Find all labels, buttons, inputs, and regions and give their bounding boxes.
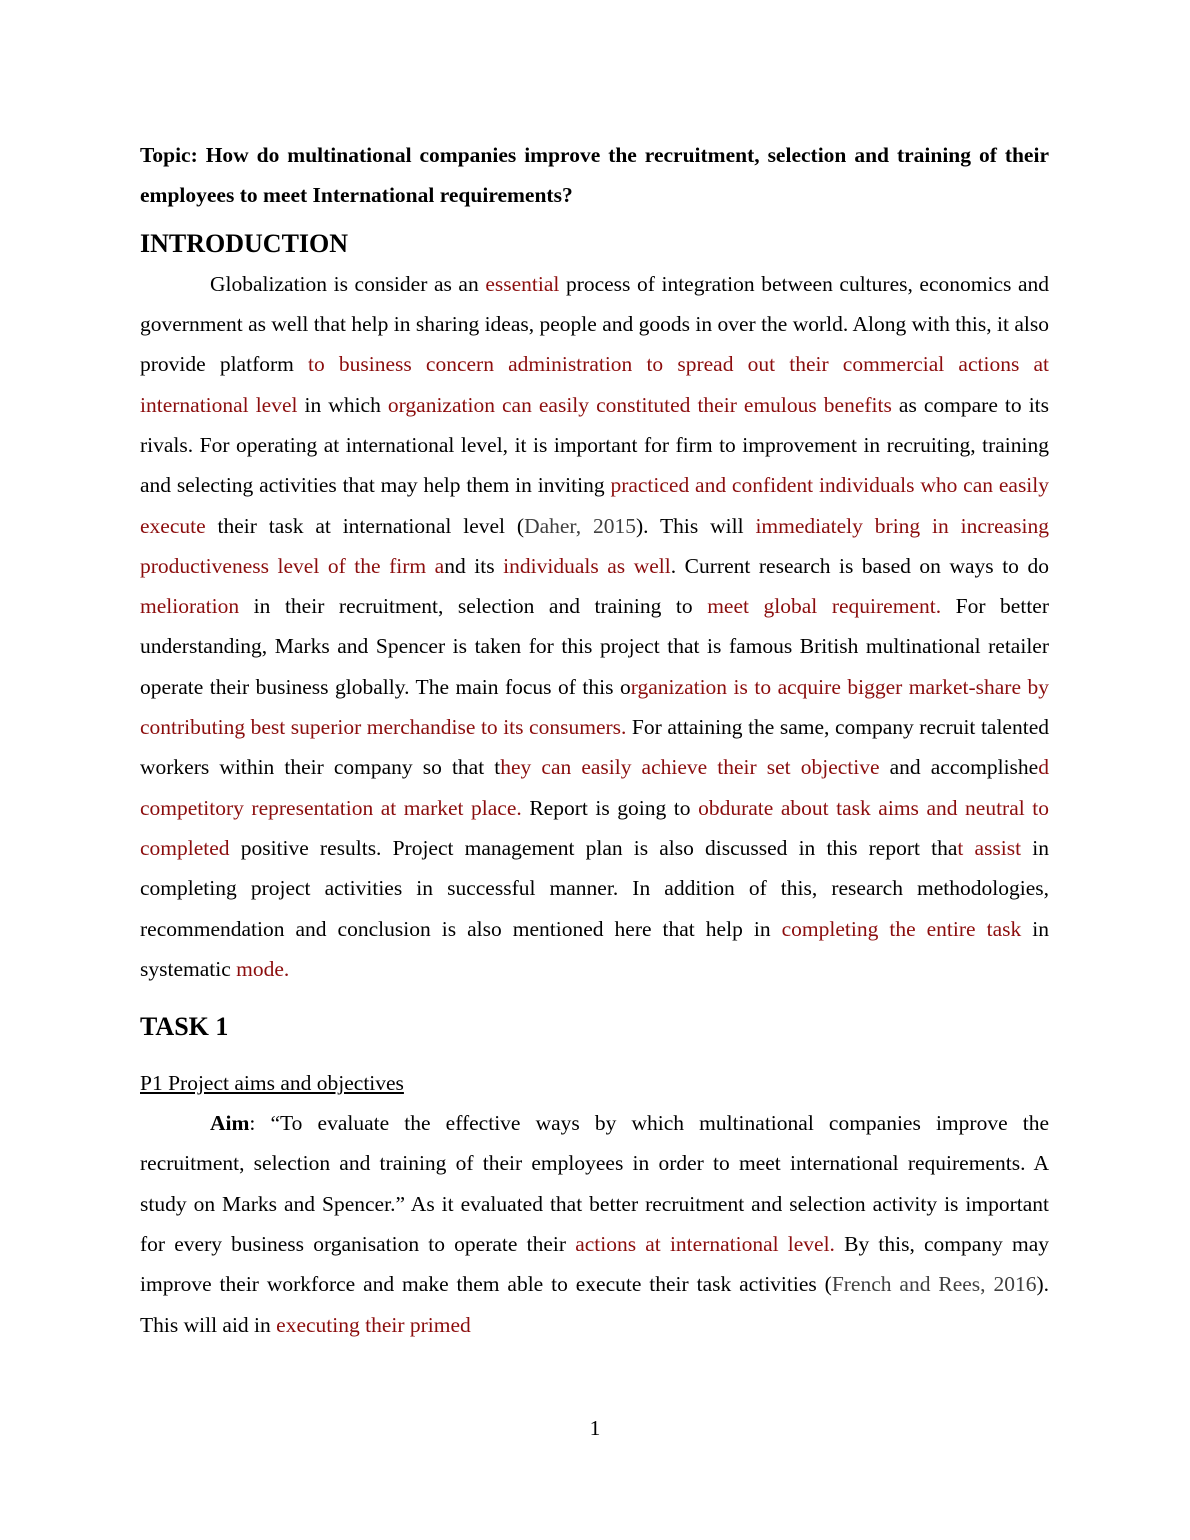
document-page [140, 135, 1049, 1345]
text-run: Globalization is consider as an [210, 271, 486, 296]
highlighted-text: immediately bring in increasing productiveness level of the firm a [140, 513, 1049, 578]
text-run: process of integration between cultures, economics and government as well that help in sharing ideas, people and goods in over the world. Along with this, it also provide platform [140, 271, 1049, 377]
citation: French and Rees, 2016 [831, 1272, 1037, 1297]
citation: Daher, 2015 [524, 513, 636, 538]
text-run: positive results. Project management plan is also discussed in this report tha [229, 835, 958, 860]
highlighted-text: to business concern administration to spread out their commercial actions at international level [140, 352, 1049, 417]
text-run: ). This will aid in [140, 1272, 1049, 1337]
highlighted-text: actions at international level. [575, 1232, 835, 1257]
highlighted-text: melioration [140, 594, 240, 619]
text-run: in completing project activities in successful manner. In addition of this, research methodologies, recommendation and conclusion is also mentioned here that help in [140, 835, 1049, 941]
highlighted-text: d competitory representation at market place. [140, 755, 1049, 820]
highlighted-text: hey can easily achieve their set objective [500, 755, 880, 780]
text-run: . Current research is based on ways to do [670, 553, 1049, 578]
topic-title: Topic: How do multinational companies improve the recruitment, selection and training of their employees to meet International requirements? [140, 143, 1049, 208]
text-run: : “To evaluate the effective ways by which multinational companies improve the recruitment, selection and training of their employees in order to meet international requirements. A study on Marks and Spencer.” As it evaluated that better recruitment and selection activity is important for every business organisation to operate their [140, 1111, 1049, 1257]
page-number: 1 [589, 1416, 601, 1440]
section-subheading: P1 Project aims and objectives [140, 1071, 404, 1096]
highlighted-text: executing their primed [276, 1312, 471, 1337]
text-run: For better understanding, Marks and Spencer is taken for this project that is famous British multinational retailer operate their business globally. The main focus of this o [140, 594, 1049, 699]
highlighted-text: individuals as well [503, 553, 671, 578]
highlighted-text: rganization is to acquire bigger market-share by contributing best superior merchandise to its consumers. [140, 674, 1049, 740]
highlighted-text: practiced and confident individuals who can easily execute [140, 473, 1050, 538]
text-run: their task at international level ( [205, 513, 525, 538]
text-run: in their recruitment, selection and training to [239, 594, 708, 619]
text-run: For attaining the same, company recruit talented workers within their company so that t [140, 715, 1049, 780]
introduction-heading: INTRODUCTION [140, 228, 349, 258]
aim-label: Aim [210, 1111, 250, 1136]
text-run: ). This will [635, 513, 756, 538]
highlighted-text: obdurate about task aims and neutral to completed [140, 795, 1050, 860]
highlighted-text: essential [485, 271, 560, 296]
text-run: in systematic [140, 916, 1049, 981]
highlighted-text: meet global requirement. [707, 594, 942, 619]
highlighted-text: completing the entire task [781, 916, 1022, 941]
introduction-paragraph [140, 264, 1049, 989]
highlighted-text: organization can easily constituted their emulous benefits [387, 392, 892, 417]
task-heading: TASK 1 [140, 1012, 229, 1042]
text-run: nd its [444, 553, 504, 578]
text-run: By this, company may improve their workforce and make them able to execute their task activities ( [140, 1232, 1049, 1297]
highlighted-text: t assist [957, 835, 1022, 860]
text-run: and accomplishe [879, 755, 1039, 780]
highlighted-text: mode. [236, 956, 290, 981]
text-run: Report is going to [521, 795, 699, 820]
text-run: as compare to its rivals. For operating at international level, it is important for firm to improvement in recruiting, training and selecting activities that may help them in inviting [140, 392, 1050, 498]
text-run: in which [297, 392, 388, 417]
aim-paragraph [140, 1103, 1049, 1345]
